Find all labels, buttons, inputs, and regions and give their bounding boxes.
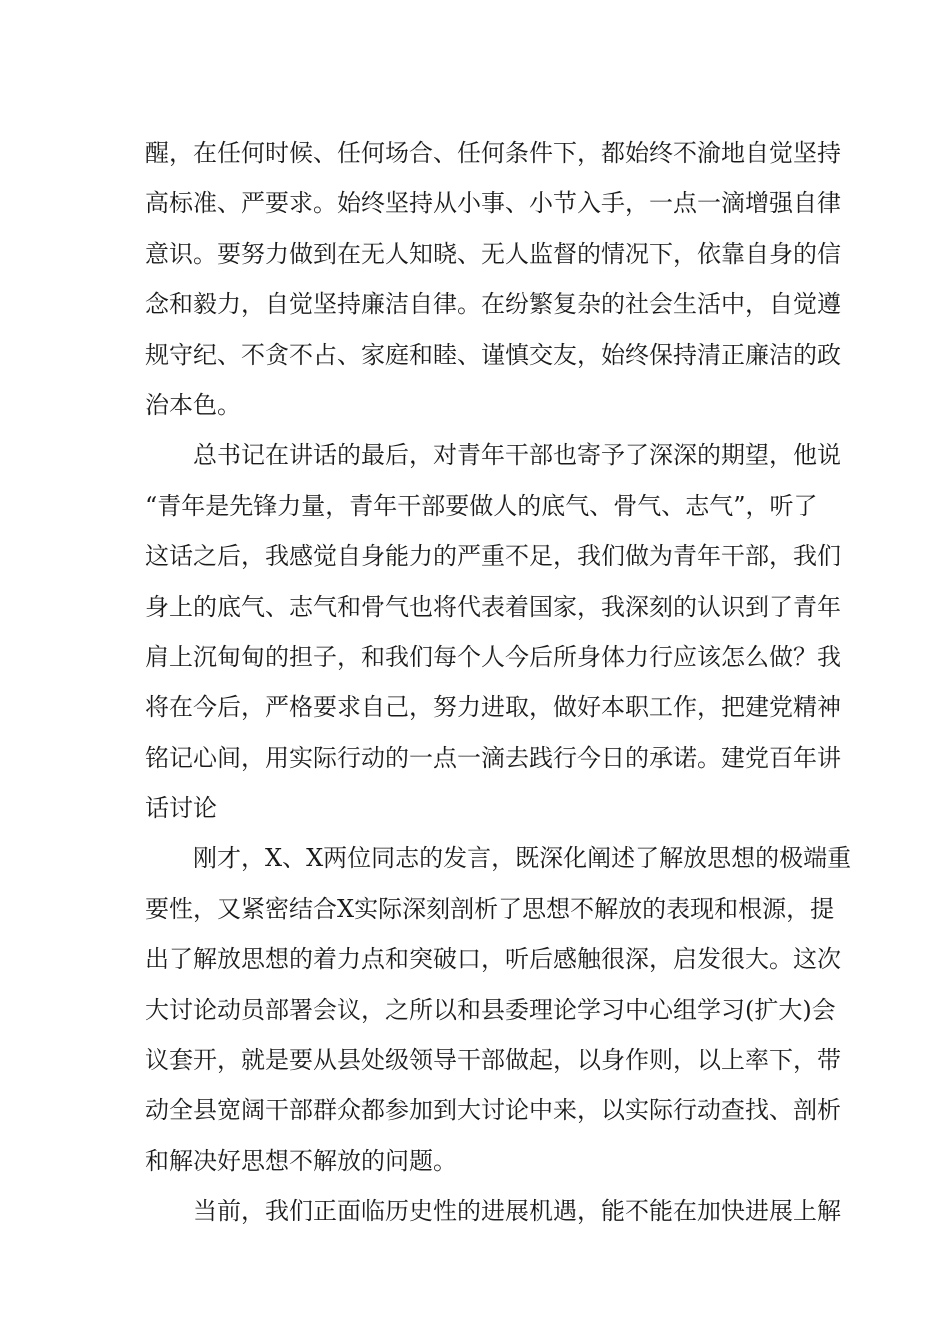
text-line: 治本色。 [145,390,241,419]
text-line: 出了解放思想的着力点和突破口，听后感触很深，启发很大。这次 [145,945,841,974]
text-line: 动全县宽阔干部群众都参加到大讨论中来，以实际行动查找、剖析 [145,1096,841,1125]
text-line: “青年是先锋力量，青年干部要做人的底气、骨气、志气”，听了 [145,491,818,520]
text-line: 肩上沉甸甸的担子，和我们每个人今后所身体力行应该怎么做？我 [145,642,841,671]
text-line: 意识。要努力做到在无人知晓、无人监督的情况下，依靠自身的信 [145,239,841,268]
text-line: 要性，又紧密结合X实际深刻剖析了思想不解放的表现和根源，提 [145,894,835,923]
document-body [145,128,852,1237]
paragraph-first-line: 刚才，X、X两位同志的发言，既深化阐述了解放思想的极端重 [193,844,852,873]
text-line: 将在今后，严格要求自己，努力进取，做好本职工作，把建党精神 [145,693,841,722]
text-line: 大讨论动员部署会议，之所以和县委理论学习中心组学习(扩大)会 [145,995,836,1024]
text-line: 醒，在任何时候、任何场合、任何条件下，都始终不渝地自觉坚持 [145,139,841,167]
paragraph-first-line: 当前，我们正面临历史性的进展机遇，能不能在加快进展上解 [193,1197,841,1226]
text-line: 议套开，就是要从县处级领导干部做起，以身作则，以上率下，带 [145,1046,841,1075]
text-line: 规守纪、不贪不占、家庭和睦、谨慎交友，始终保持清正廉洁的政 [145,340,841,369]
text-line: 身上的底气、志气和骨气也将代表着国家，我深刻的认识到了青年 [145,592,841,621]
text-line: 和解决好思想不解放的问题。 [145,1146,457,1175]
text-line: 念和毅力，自觉坚持廉洁自律。在纷繁复杂的社会生活中，自觉遵 [145,290,841,319]
text-line: 这话之后，我感觉自身能力的严重不足，我们做为青年干部，我们 [145,542,841,571]
section-heading: 话讨论 [145,794,217,823]
paragraph-first-line: 总书记在讲话的最后，对青年干部也寄予了深深的期望，他说 [193,441,841,470]
text-line: 高标准、严要求。始终坚持从小事、小节入手，一点一滴增强自律 [145,189,841,218]
text-line: 铭记心间，用实际行动的一点一滴去践行今日的承诺。建党百年讲 [145,743,841,772]
